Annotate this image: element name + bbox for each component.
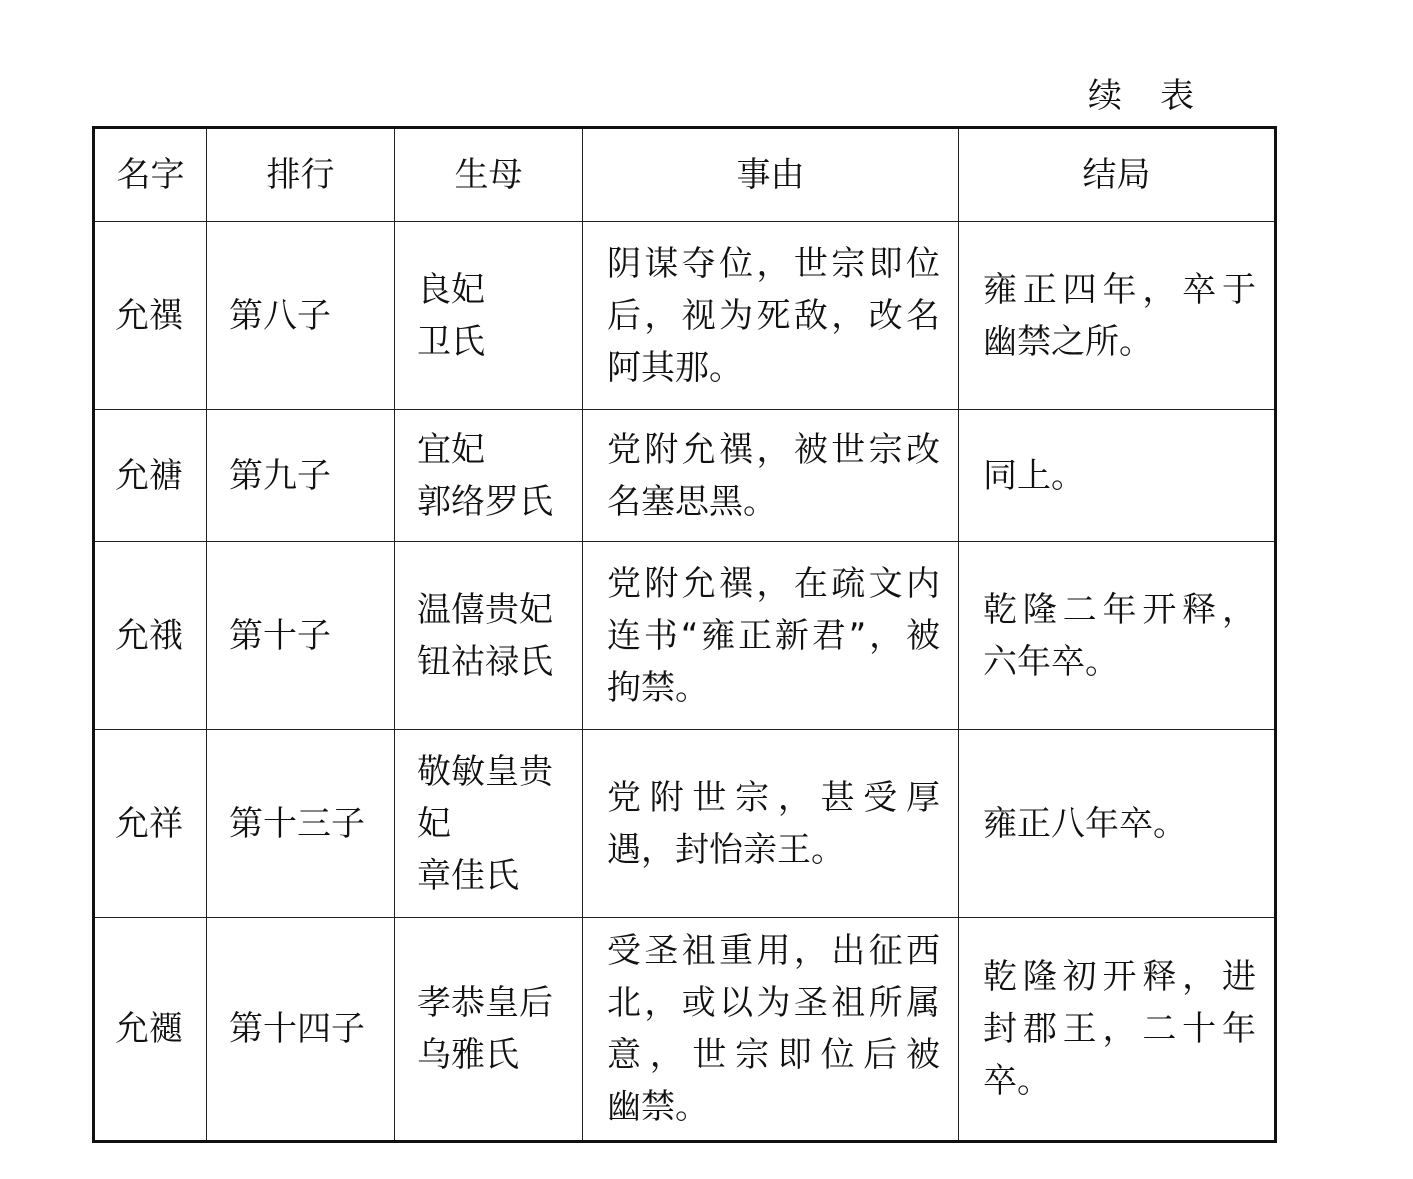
- cell-event: [583, 542, 959, 730]
- mother-line: 章佳氏: [417, 855, 519, 896]
- ending-line: 封郡王，二十年: [983, 1009, 1256, 1049]
- cell-mother: [395, 542, 583, 730]
- cell-name: [94, 222, 207, 410]
- cell-event: [583, 918, 959, 1142]
- ending-line: 幽禁之所。: [983, 321, 1153, 362]
- cell-rank: 第九子: [207, 410, 395, 542]
- cell-event: [583, 410, 959, 542]
- event-line: 阴谋夺位，世宗即位: [607, 243, 940, 284]
- table-row: [94, 222, 1276, 410]
- ending-line: 雍正八年卒。: [983, 803, 1187, 844]
- mother-line: 乌雅氏: [417, 1035, 519, 1075]
- mother-line: 孝恭皇后: [417, 983, 553, 1023]
- name-first-char: 允: [115, 295, 149, 336]
- cell-event: [583, 730, 959, 918]
- cell-name: [94, 918, 207, 1142]
- table-row: [94, 410, 1276, 542]
- mother-line: 钮祜禄氏: [417, 641, 553, 682]
- cell-rank: 第十三子: [207, 730, 395, 918]
- name-second-char: 祥: [149, 803, 183, 844]
- cell-mother: [395, 918, 583, 1142]
- cell-mother: [395, 730, 583, 918]
- princes-table: [92, 126, 1277, 1143]
- cell-ending: [959, 730, 1276, 918]
- name-first-char: 允: [115, 803, 149, 844]
- cell-rank: 第八子: [207, 222, 395, 410]
- table-row: [94, 918, 1276, 1142]
- mother-line: 卫氏: [417, 321, 485, 362]
- cell-ending: [959, 542, 1276, 730]
- mother-line: 妃: [417, 803, 451, 844]
- header-row: [94, 128, 1276, 222]
- cell-name: [94, 730, 207, 918]
- ending-line: 同上。: [983, 455, 1085, 496]
- cell-rank: 第十四子: [207, 918, 395, 1142]
- name-second-char: 䄉: [149, 615, 183, 656]
- ending-line: 卒。: [983, 1061, 1051, 1101]
- ending-line: 雍正四年，卒于: [983, 269, 1256, 310]
- ending-line: 乾隆二年开释，: [983, 589, 1256, 630]
- mother-line: 郭络罗氏: [417, 481, 553, 522]
- event-line: 党附世宗，甚受厚: [607, 777, 940, 818]
- table-row: [94, 730, 1276, 918]
- mother-line: 温僖贵妃: [417, 589, 553, 630]
- cell-rank: 第十子: [207, 542, 395, 730]
- event-line: 连书“雍正新君”，被: [607, 615, 940, 656]
- cell-ending: [959, 918, 1276, 1142]
- mother-line: 宜妃: [417, 429, 485, 470]
- ending-line: 六年卒。: [983, 641, 1119, 682]
- cell-ending: [959, 410, 1276, 542]
- mother-line: 敬敏皇贵: [417, 751, 553, 792]
- name-first-char: 允: [115, 455, 149, 496]
- event-line: 名塞思黑。: [607, 481, 777, 522]
- cell-ending: [959, 222, 1276, 410]
- event-line: 党附允禩，被世宗改: [607, 429, 940, 470]
- event-line: 后，视为死敌，改名: [607, 295, 940, 336]
- name-second-char: 禟: [149, 455, 183, 496]
- header-mother: 生母: [395, 128, 583, 222]
- table-row: [94, 542, 1276, 730]
- event-line: 党附允禩，在疏文内: [607, 563, 940, 604]
- event-line: 阿其那。: [607, 347, 743, 388]
- name-first-char: 允: [115, 615, 149, 656]
- event-line: 遇，封怡亲王。: [607, 829, 845, 870]
- name-second-char: 禵: [149, 1009, 183, 1049]
- name-first-char: 允: [115, 1009, 149, 1049]
- name-second-char: 禩: [149, 295, 183, 336]
- header-event: 事由: [583, 128, 959, 222]
- event-line: 北，或以为圣祖所属: [607, 983, 940, 1023]
- cell-name: [94, 542, 207, 730]
- ending-line: 乾隆初开释，进: [983, 957, 1256, 997]
- event-line: 意，世宗即位后被: [607, 1035, 940, 1075]
- cell-mother: [395, 410, 583, 542]
- event-line: 拘禁。: [607, 667, 709, 708]
- cell-mother: [395, 222, 583, 410]
- header-rank: 排行: [207, 128, 395, 222]
- mother-line: 良妃: [417, 269, 485, 310]
- cell-event: [583, 222, 959, 410]
- table-caption: 续 表: [1088, 76, 1196, 116]
- event-line: 幽禁。: [607, 1087, 709, 1127]
- header-ending: 结局: [959, 128, 1276, 222]
- cell-name: [94, 410, 207, 542]
- event-line: 受圣祖重用，出征西: [607, 931, 940, 971]
- header-name: 名字: [94, 128, 207, 222]
